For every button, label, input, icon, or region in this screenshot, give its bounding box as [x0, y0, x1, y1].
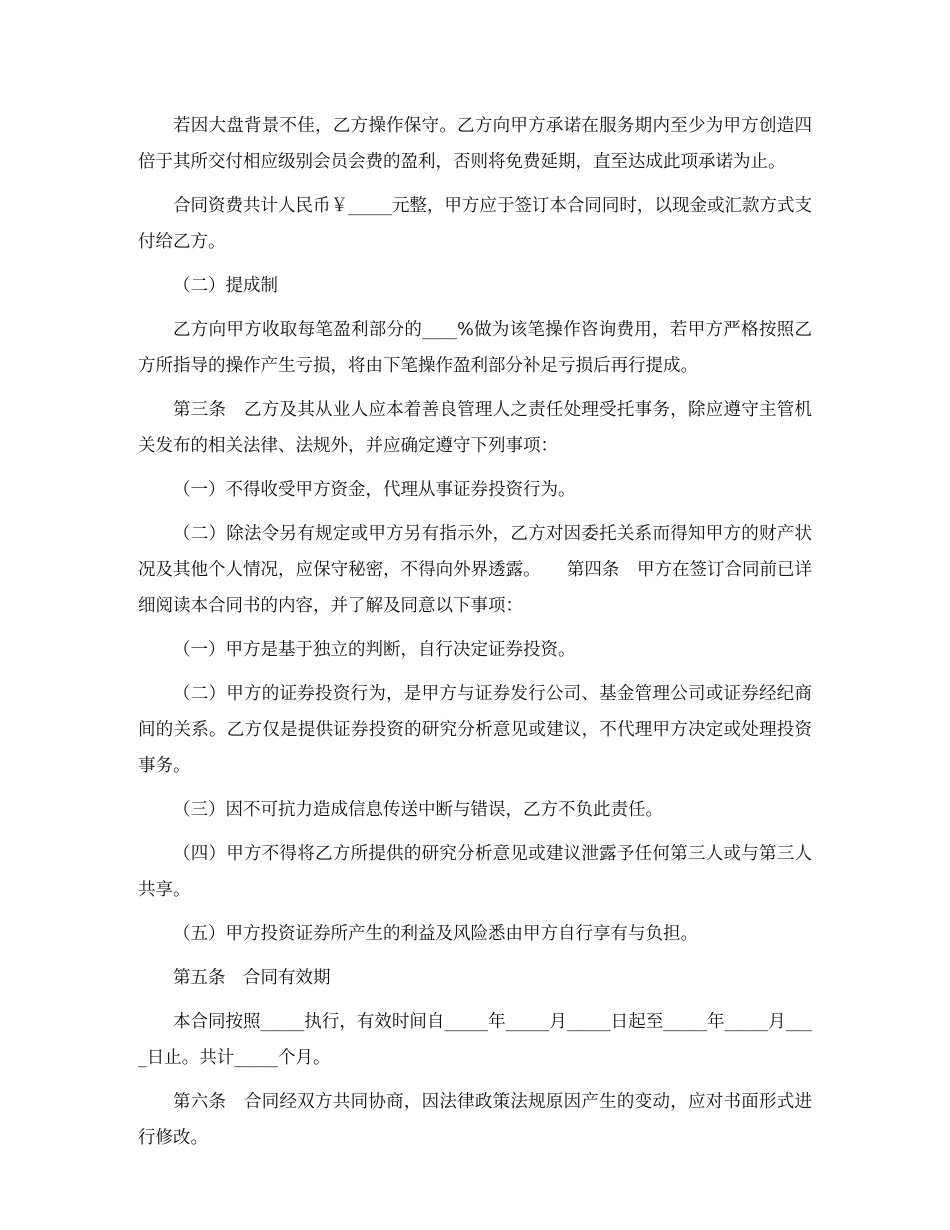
paragraph-article-four-item-1: （一）甲方是基于独立的判断，自行决定证券投资。 [173, 640, 576, 660]
paragraph-article-three-item-1: （一）不得收受甲方资金，代理从事证券投资行为。 [173, 480, 576, 500]
paragraph-article-three-item-2: （二）除法令另有规定或甲方另有指示外，乙方对因委托关系而得知甲方的财产状况及其他个人情况，应保守秘密，不得向外界透露。 第四条 甲方在签订合同前已详细阅读本合同书的内容，并了解及同意以下事项： [138, 524, 812, 616]
paragraph-commission-terms: 乙方向甲方收取每笔盈利部分的____%做为该笔操作咨询费用，若甲方严格按照乙方所指导的操作产生亏损，将由下笔操作盈利部分补足亏损后再行提成。 [138, 320, 812, 376]
paragraph-contract-fee: 合同资费共计人民币￥_____元整，甲方应于签订本合同同时，以现金或汇款方式支付给乙方。 [138, 196, 812, 252]
paragraph-performance-promise: 若因大盘背景不佳，乙方操作保守。乙方向甲方承诺在服务期内至少为甲方创造四倍于其所交付相应级别会员会费的盈利，否则将免费延期，直至达成此项承诺为止。 [138, 116, 812, 172]
paragraph-article-four-item-3: （三）因不可抗力造成信息传送中断与错误，乙方不负此责任。 [173, 800, 663, 820]
document-page [138, 108, 812, 1164]
paragraph-article-six: 第六条 合同经双方共同协商，因法律政策法规原因产生的变动，应对书面形式进行修改。 [138, 1092, 812, 1148]
paragraph-article-five-heading: 第五条 合同有效期 [173, 968, 331, 988]
paragraph-article-four-item-4: （四）甲方不得将乙方所提供的研究分析意见或建议泄露予任何第三人或与第三人共享。 [138, 844, 812, 900]
paragraph-article-four-item-2: （二）甲方的证券投资行为，是甲方与证券发行公司、基金管理公司或证券经纪商间的关系。乙方仅是提供证券投资的研究分析意见或建议，不代理甲方决定或处理投资事务。 [138, 684, 812, 776]
paragraph-commission-heading: （二）提成制 [173, 276, 278, 296]
paragraph-validity-period: 本合同按照_____执行，有效时间自_____年_____月_____日起至_____年_____月____日止。共计_____个月。 [138, 1012, 812, 1068]
paragraph-article-four-item-5: （五）甲方投资证券所产生的利益及风险悉由甲方自行享有与负担。 [173, 924, 698, 944]
paragraph-article-three: 第三条 乙方及其从业人应本着善良管理人之责任处理受托事务，除应遵守主管机关发布的相关法律、法规外，并应确定遵守下列事项： [138, 400, 812, 456]
